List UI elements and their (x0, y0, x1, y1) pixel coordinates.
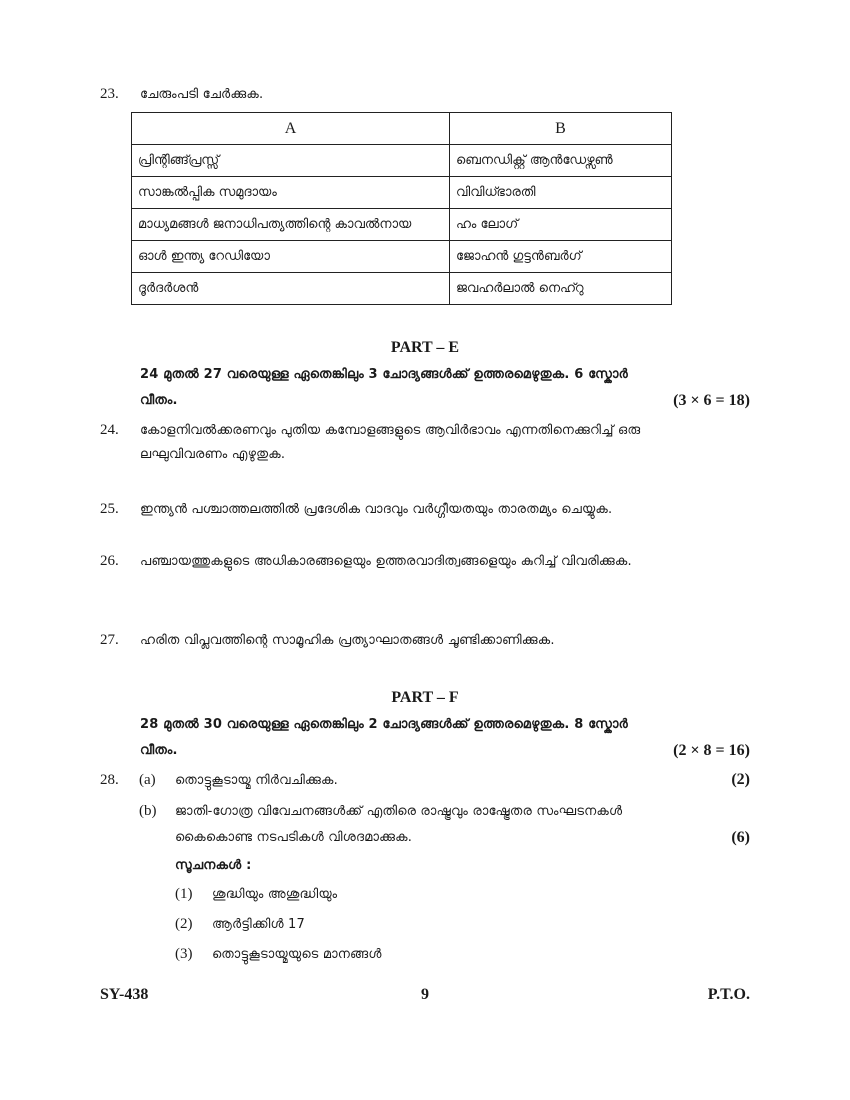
subquestion-b-text: ജാതി-ഗോത്ര വിവേചനങ്ങൾക്ക് എതിരെ രാഷ്ട്രവും രാഷ്ട്രേതര സംഘടനകൾ (175, 804, 623, 819)
table-cell-a: ഓൾ ഇന്ത്യ റേഡിയോ (132, 241, 450, 273)
table-header-a: A (132, 113, 450, 145)
hint-text: തൊട്ടുകൂടായ്മയുടെ മാനങ്ങൾ (212, 947, 382, 962)
footer-pto: P.T.O. (707, 986, 750, 1003)
hint-label: (2) (175, 916, 193, 932)
question-number-24: 24. (100, 422, 119, 438)
table-cell-a: പ്രിന്റിങ്ങ്പ്രസ്സ് (132, 145, 450, 177)
table-header-row (132, 113, 672, 145)
table-row (132, 273, 672, 305)
question-number-23: 23. (100, 86, 119, 102)
subquestion-b-label: (b) (139, 803, 157, 819)
question-number-26: 26. (100, 553, 119, 569)
footer-code: SY-438 (100, 986, 149, 1003)
table-cell-b: ജവഹർലാൽ നെഹ്റു (450, 273, 672, 305)
question-27-text: ഹരിത വിപ്ലവത്തിന്റെ സാമൂഹിക പ്രത്യാഘാതങ്ങൾ ചൂണ്ടിക്കാണിക്കുക. (140, 633, 555, 648)
subquestion-a-label: (a) (139, 772, 156, 788)
question-number-25: 25. (100, 501, 119, 517)
part-f-marks: (2 × 8 = 16) (673, 742, 750, 759)
match-table (131, 112, 672, 305)
question-26-text: പഞ്ചായത്തുകളുടെ അധികാരങ്ങളെയും ഉത്തരവാദിത്വങ്ങളെയും കുറിച്ച് വിവരിക്കുക. (140, 554, 632, 569)
table-row (132, 145, 672, 177)
question-24-text: കോളനിവൽക്കരണവും പുതിയ കമ്പോളങ്ങളുടെ ആവിർഭാവം എന്നതിനെക്കുറിച്ച് ഒരു (140, 423, 641, 438)
table-row (132, 177, 672, 209)
part-e-instruction-cont: വീതം. (140, 393, 178, 408)
subquestion-b-marks: (6) (731, 829, 750, 846)
question-25-text: ഇന്ത്യൻ പശ്ചാത്തലത്തിൽ പ്രദേശിക വാദവും വർഗ്ഗീയതയും താരതമ്യം ചെയ്യുക. (140, 502, 613, 517)
part-f-instruction-cont: വീതം. (140, 743, 178, 758)
hint-label: (3) (175, 946, 193, 962)
hint-text: ആർട്ടിക്കിൾ 17 (212, 917, 305, 932)
table-cell-b: ജോഹൻ ഗുട്ടൻബർഗ് (450, 241, 672, 273)
table-cell-a: സാങ്കൽപ്പിക സമുദായം (132, 177, 450, 209)
part-e-instruction: 24 മുതൽ 27 വരെയുള്ള ഏതെങ്കിലും 3 ചോദ്യങ്ങൾക്ക് ഉത്തരമെഴുതുക. 6 സ്കോർ (140, 367, 628, 382)
part-f-title: PART – F (391, 689, 459, 706)
table-row (132, 241, 672, 273)
subquestion-a-text: തൊട്ടുകൂടായ്മ നിർവചിക്കുക. (175, 773, 338, 788)
table-cell-b: ബെനഡിക്റ്റ് ആൻഡേഴ്സൺ (450, 145, 672, 177)
table-cell-b: വിവിധ്ഭാരതി (450, 177, 672, 209)
hint-label: (1) (175, 886, 193, 902)
question-number-27: 27. (100, 632, 119, 648)
table-cell-b: ഹം ലോഗ് (450, 209, 672, 241)
question-number-28: 28. (100, 772, 119, 788)
part-e-marks: (3 × 6 = 18) (673, 392, 750, 409)
part-e-title: PART – E (390, 339, 460, 356)
table-cell-a: ദൂർദർശൻ (132, 273, 450, 305)
hint-text: ശുദ്ധിയും അശുദ്ധിയും (212, 887, 338, 902)
footer-page-number: 9 (421, 986, 429, 1003)
subquestion-b-text-cont: കൈകൊണ്ട നടപടികൾ വിശദമാക്കുക. (175, 830, 413, 845)
table-cell-a: മാധ്യമങ്ങൾ ജനാധിപത്യത്തിന്റെ കാവൽനായ (132, 209, 450, 241)
question-24-text-cont: ലഘുവിവരണം എഴുതുക. (140, 447, 286, 462)
subquestion-a-marks: (2) (731, 771, 750, 788)
table-row (132, 209, 672, 241)
hints-title: സൂചനകൾ : (175, 858, 252, 873)
part-f-instruction: 28 മുതൽ 30 വരെയുള്ള ഏതെങ്കിലും 2 ചോദ്യങ്ങൾക്ക് ഉത്തരമെഴുതുക. 8 സ്കോർ (140, 717, 628, 732)
question-23-text: ചേരുംപടി ചേർക്കുക. (140, 87, 264, 102)
table-header-b: B (450, 113, 672, 145)
